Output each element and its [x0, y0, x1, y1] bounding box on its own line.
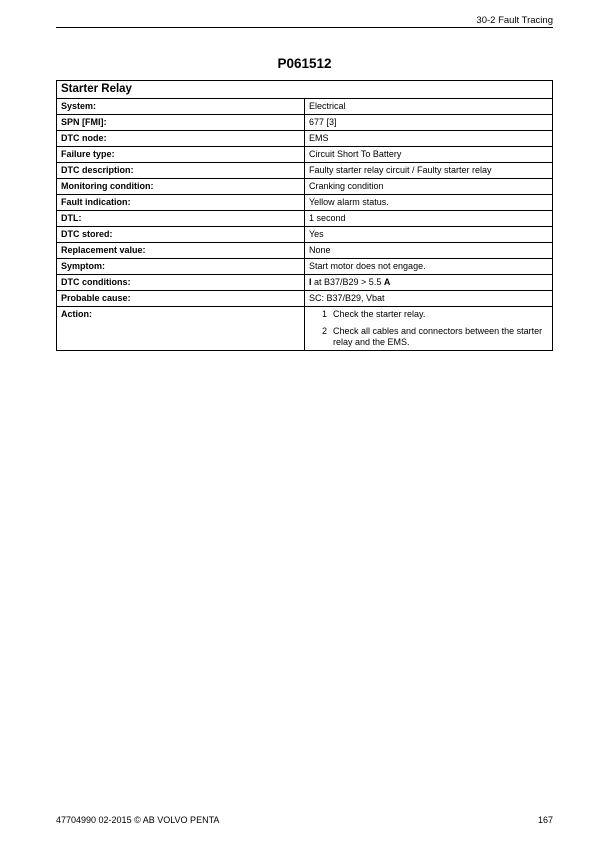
row-label: DTC stored:: [57, 227, 305, 243]
table-row: [57, 211, 553, 227]
footer-doc-info: 47704990 02-2015 © AB VOLVO PENTA: [56, 815, 220, 825]
table-row: [57, 179, 553, 195]
row-value: Electrical: [305, 99, 553, 115]
step-number: 2: [321, 326, 327, 336]
step-number: 1: [321, 309, 327, 319]
table-row: [57, 131, 553, 147]
condition-text: at B37/B29 > 5.5: [311, 277, 384, 287]
row-value: SC: B37/B29, Vbat: [305, 291, 553, 307]
current-symbol: I: [309, 277, 312, 287]
current-unit: A: [383, 277, 391, 287]
row-label: Replacement value:: [57, 243, 305, 259]
row-value: [305, 275, 553, 291]
row-label: System:: [57, 99, 305, 115]
row-value: Yes: [305, 227, 553, 243]
header-divider: [56, 27, 553, 28]
row-label: DTL:: [57, 211, 305, 227]
row-label: Symptom:: [57, 259, 305, 275]
action-step: [309, 326, 548, 348]
row-value: Cranking condition: [305, 179, 553, 195]
action-list: [309, 309, 548, 348]
table-title: Starter Relay: [57, 81, 553, 99]
row-label: SPN [FMI]:: [57, 115, 305, 131]
step-text: Check the starter relay.: [333, 309, 426, 319]
row-value: Yellow alarm status.: [305, 195, 553, 211]
row-label: DTC description:: [57, 163, 305, 179]
table-row: [57, 115, 553, 131]
row-value: Circuit Short To Battery: [305, 147, 553, 163]
probable-cause-row: [57, 291, 553, 307]
row-label: Monitoring condition:: [57, 179, 305, 195]
table-row: [57, 243, 553, 259]
row-value: None: [305, 243, 553, 259]
row-label: Failure type:: [57, 147, 305, 163]
row-value: Start motor does not engage.: [305, 259, 553, 275]
table-row: [57, 147, 553, 163]
footer-page-number: 167: [537, 815, 553, 825]
header-section-title: 30-2 Fault Tracing: [476, 15, 553, 26]
row-value: 677 [3]: [305, 115, 553, 131]
fault-info-table: [56, 80, 553, 351]
dtc-conditions-row: [57, 275, 553, 291]
step-text: Check all cables and connectors between the starter relay and the EMS.: [333, 326, 543, 347]
row-label: DTC conditions:: [57, 275, 305, 291]
action-step: [309, 309, 548, 320]
row-label: Probable cause:: [57, 291, 305, 307]
row-value: 1 second: [305, 211, 553, 227]
table-row: [57, 99, 553, 115]
row-value: Faulty starter relay circuit / Faulty starter relay: [305, 163, 553, 179]
dtc-code-heading: P061512: [277, 56, 332, 71]
table-row: [57, 163, 553, 179]
table-title-row: [57, 81, 553, 99]
action-steps: [305, 307, 553, 351]
row-label: DTC node:: [57, 131, 305, 147]
table-row: [57, 227, 553, 243]
row-value: EMS: [305, 131, 553, 147]
row-label: Action:: [57, 307, 305, 351]
table-row: [57, 259, 553, 275]
table-row: [57, 195, 553, 211]
action-row: [57, 307, 553, 351]
row-label: Fault indication:: [57, 195, 305, 211]
